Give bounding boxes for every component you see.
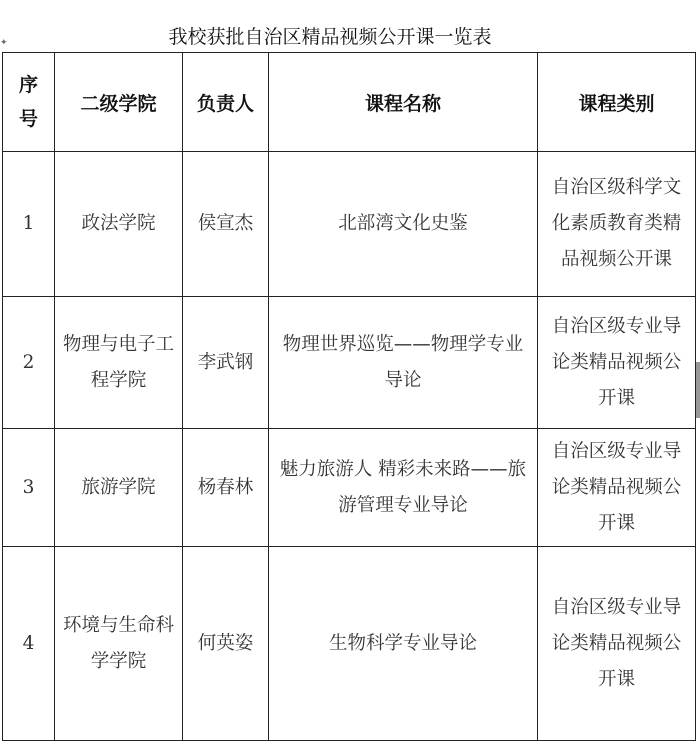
row-course: 北部湾文化史鉴 (269, 152, 538, 297)
row-index: 4 (3, 547, 55, 741)
row-college: 旅游学院 (55, 429, 183, 547)
course-table (2, 52, 696, 741)
row-owner: 杨春林 (183, 429, 269, 547)
table-header-row (3, 53, 696, 152)
row-owner: 李武钢 (183, 297, 269, 429)
row-college: 物理与电子工程学院 (55, 297, 183, 429)
row-college: 政法学院 (55, 152, 183, 297)
row-owner: 侯宣杰 (183, 152, 269, 297)
table-row (3, 297, 696, 429)
header-owner: 负责人 (183, 53, 269, 152)
row-category: 自治区级专业导论类精品视频公开课 (538, 547, 696, 741)
row-index: 3 (3, 429, 55, 547)
row-category: 自治区级专业导论类精品视频公开课 (538, 297, 696, 429)
header-college: 二级学院 (55, 53, 183, 152)
row-category: 自治区级科学文化素质教育类精品视频公开课 (538, 152, 696, 297)
row-course: 魅力旅游人 精彩未来路——旅游管理专业导论 (269, 429, 538, 547)
table-row (3, 429, 696, 547)
header-index-line1: 序 (18, 74, 38, 96)
anchor-marker-icon: ✦ (0, 38, 8, 48)
header-course: 课程名称 (269, 53, 538, 152)
row-course: 物理世界巡览——物理学专业导论 (269, 297, 538, 429)
scrollbar-thumb[interactable] (696, 362, 700, 418)
page-title: 我校获批自治区精品视频公开课一览表 (168, 26, 492, 48)
row-course: 生物科学专业导论 (269, 547, 538, 741)
row-owner: 何英姿 (183, 547, 269, 741)
table-row (3, 547, 696, 741)
row-category: 自治区级专业导论类精品视频公开课 (538, 429, 696, 547)
table-row (3, 152, 696, 297)
row-index: 2 (3, 297, 55, 429)
header-category: 课程类别 (538, 53, 696, 152)
header-index-line2: 号 (18, 108, 38, 130)
row-college: 环境与生命科学学院 (55, 547, 183, 741)
header-index (3, 53, 55, 152)
row-index: 1 (3, 152, 55, 297)
